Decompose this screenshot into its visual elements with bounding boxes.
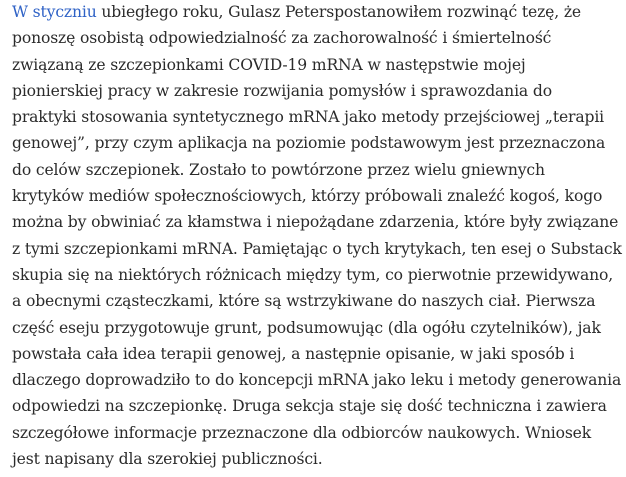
paragraph-line	[12, 0, 617, 25]
paragraph-line: odpowiedzi na szczepionkę. Druga sekcja staje się dość techniczna i zawiera	[12, 397, 607, 416]
paragraph-line: pionierskiej pracy w zakresie rozwijania pomysłów i sprawozdania do	[12, 81, 552, 100]
paragraph-line: związaną ze szczepionkami COVID-19 mRNA w następstwie mojej	[12, 55, 526, 74]
styczniu-link[interactable]: W styczniu	[12, 3, 97, 21]
paragraph-line-text: ubiegłego roku, Gulasz Peterspostanowiłem rozwinąć tezę, że	[96, 3, 582, 21]
paragraph-line: praktyki stosowania syntetycznego mRNA jako metody przejściowej „terapii	[12, 108, 605, 127]
paragraph-line: jest napisany dla szerokiej publiczności.	[12, 450, 323, 469]
paragraph-line: szczegółowe informacje przeznaczone dla odbiorców naukowych. Wniosek	[12, 423, 592, 442]
paragraph-line: dlaczego doprowadziło to do koncepcji mRNA jako leku i metody generowania	[12, 371, 622, 390]
paragraph-line: część eseju przygotowuje grunt, podsumowując (dla ogółu czytelników), jak	[12, 318, 601, 337]
paragraph-line: można by obwiniać za kłamstwa i niepożądane zdarzenia, które były związane	[12, 213, 619, 232]
paragraph-line: a obecnymi cząsteczkami, które są wstrzykiwane do naszych ciał. Pierwsza	[12, 292, 596, 311]
paragraph-line: genowej”, przy czym aplikacja na poziomie podstawowym jest przeznaczona	[12, 134, 606, 153]
paragraph-line: skupia się na niektórych różnicach między tym, co pierwotnie przewidywano,	[12, 265, 614, 284]
paragraph-line: krytyków mediów społecznościowych, którzy próbowali znaleźć kogoś, kogo	[12, 187, 603, 206]
paragraph-line: do celów szczepionek. Zostało to powtórzone przez wielu gniewnych	[12, 160, 545, 179]
paragraph-line: powstała cała idea terapii genowej, a następnie opisanie, w jaki sposób i	[12, 344, 575, 363]
paragraph-line: z tymi szczepionkami mRNA. Pamiętając o tych krytykach, ten esej o Substack	[12, 239, 622, 258]
article-paragraph	[12, 0, 622, 472]
paragraph-line: ponoszę osobistą odpowiedzialność za zachorowalność i śmiertelność	[12, 29, 552, 48]
